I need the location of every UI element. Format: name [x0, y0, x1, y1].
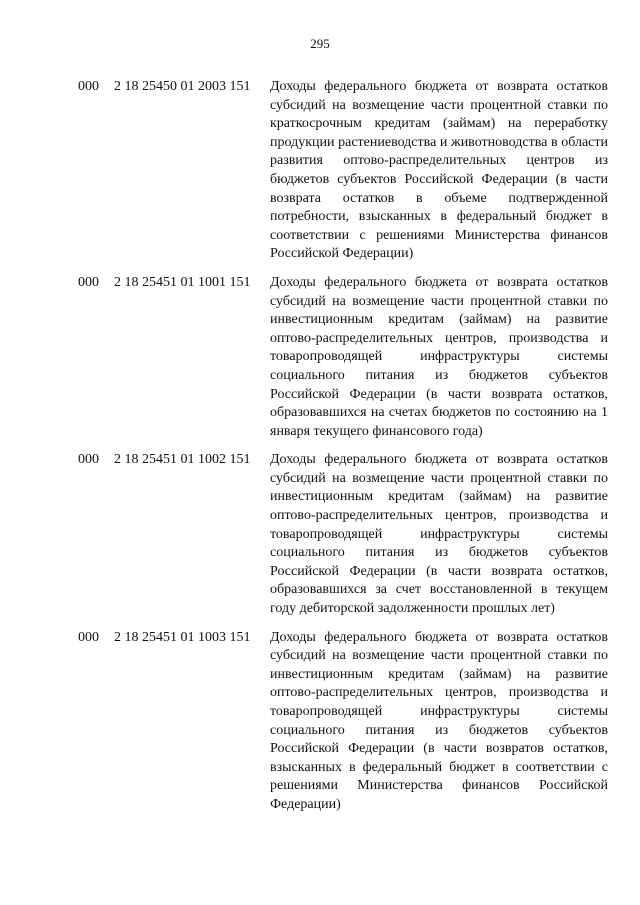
administrator-code: 000	[78, 452, 99, 468]
budget-entry	[78, 451, 608, 618]
revenue-description: Доходы федерального бюджета от возврата остатков субсидий на возмещение части процентной ставки по краткосрочным кредитам (займам) на переработку продукции растениеводства и животноводства в области развития оптово-распределительных центров из бюджетов субъектов Российской Федерации (в части возврата остатков в объеме подтвержденной потребности, взысканных в федеральный бюджет в соответствии с решениями Министерства финансов Российской Федерации)	[270, 79, 608, 262]
administrator-code: 000	[78, 79, 99, 94]
budget-entry	[78, 78, 608, 264]
administrator-code: 000	[78, 629, 99, 645]
page-number: 295	[310, 36, 330, 51]
budget-classification-code: 2 18 25451 01 1002 151	[114, 452, 251, 468]
budget-classification-code: 2 18 25451 01 1001 151	[114, 274, 251, 290]
revenue-description: Доходы федерального бюджета от возврата остатков субсидий на возмещение части процентной ставки по инвестиционным кредитам (займам) на развитие оптово-распределительных центров, производства и товаропроводящей инфраструктуры системы социального питания из бюджетов субъектов Российской Федерации (в части возвратов остатков, взысканных в федеральный бюджет в соответствии с решениями Министерства финансов Российской Федерации)	[270, 629, 608, 812]
revenue-description: Доходы федерального бюджета от возврата остатков субсидий на возмещение части процентной ставки по инвестиционным кредитам (займам) на развитие оптово-распределительных центров, производства и товаропроводящей инфраструктуры системы социального питания из бюджетов субъектов Российской Федерации (в части возврата остатков, образовавшихся на счетах бюджетов по состоянию на 1 января текущего финансового года)	[270, 274, 608, 439]
budget-classification-code: 2 18 25451 01 1003 151	[114, 629, 251, 645]
budget-entry	[78, 274, 608, 441]
budget-classification-code: 2 18 25450 01 2003 151	[114, 79, 251, 94]
budget-entry	[78, 629, 608, 815]
revenue-description: Доходы федерального бюджета от возврата остатков субсидий на возмещение части процентной ставки по инвестиционным кредитам (займам) на развитие оптово-распределительных центров, производства и товаропроводящей инфраструктуры системы социального питания из бюджетов субъектов Российской Федерации (в части возврата остатков, образовавшихся за счет восстановленной в текущем году дебиторской задолженности прошлых лет)	[270, 452, 608, 617]
administrator-code: 000	[78, 274, 99, 290]
budget-code-list	[78, 78, 608, 825]
